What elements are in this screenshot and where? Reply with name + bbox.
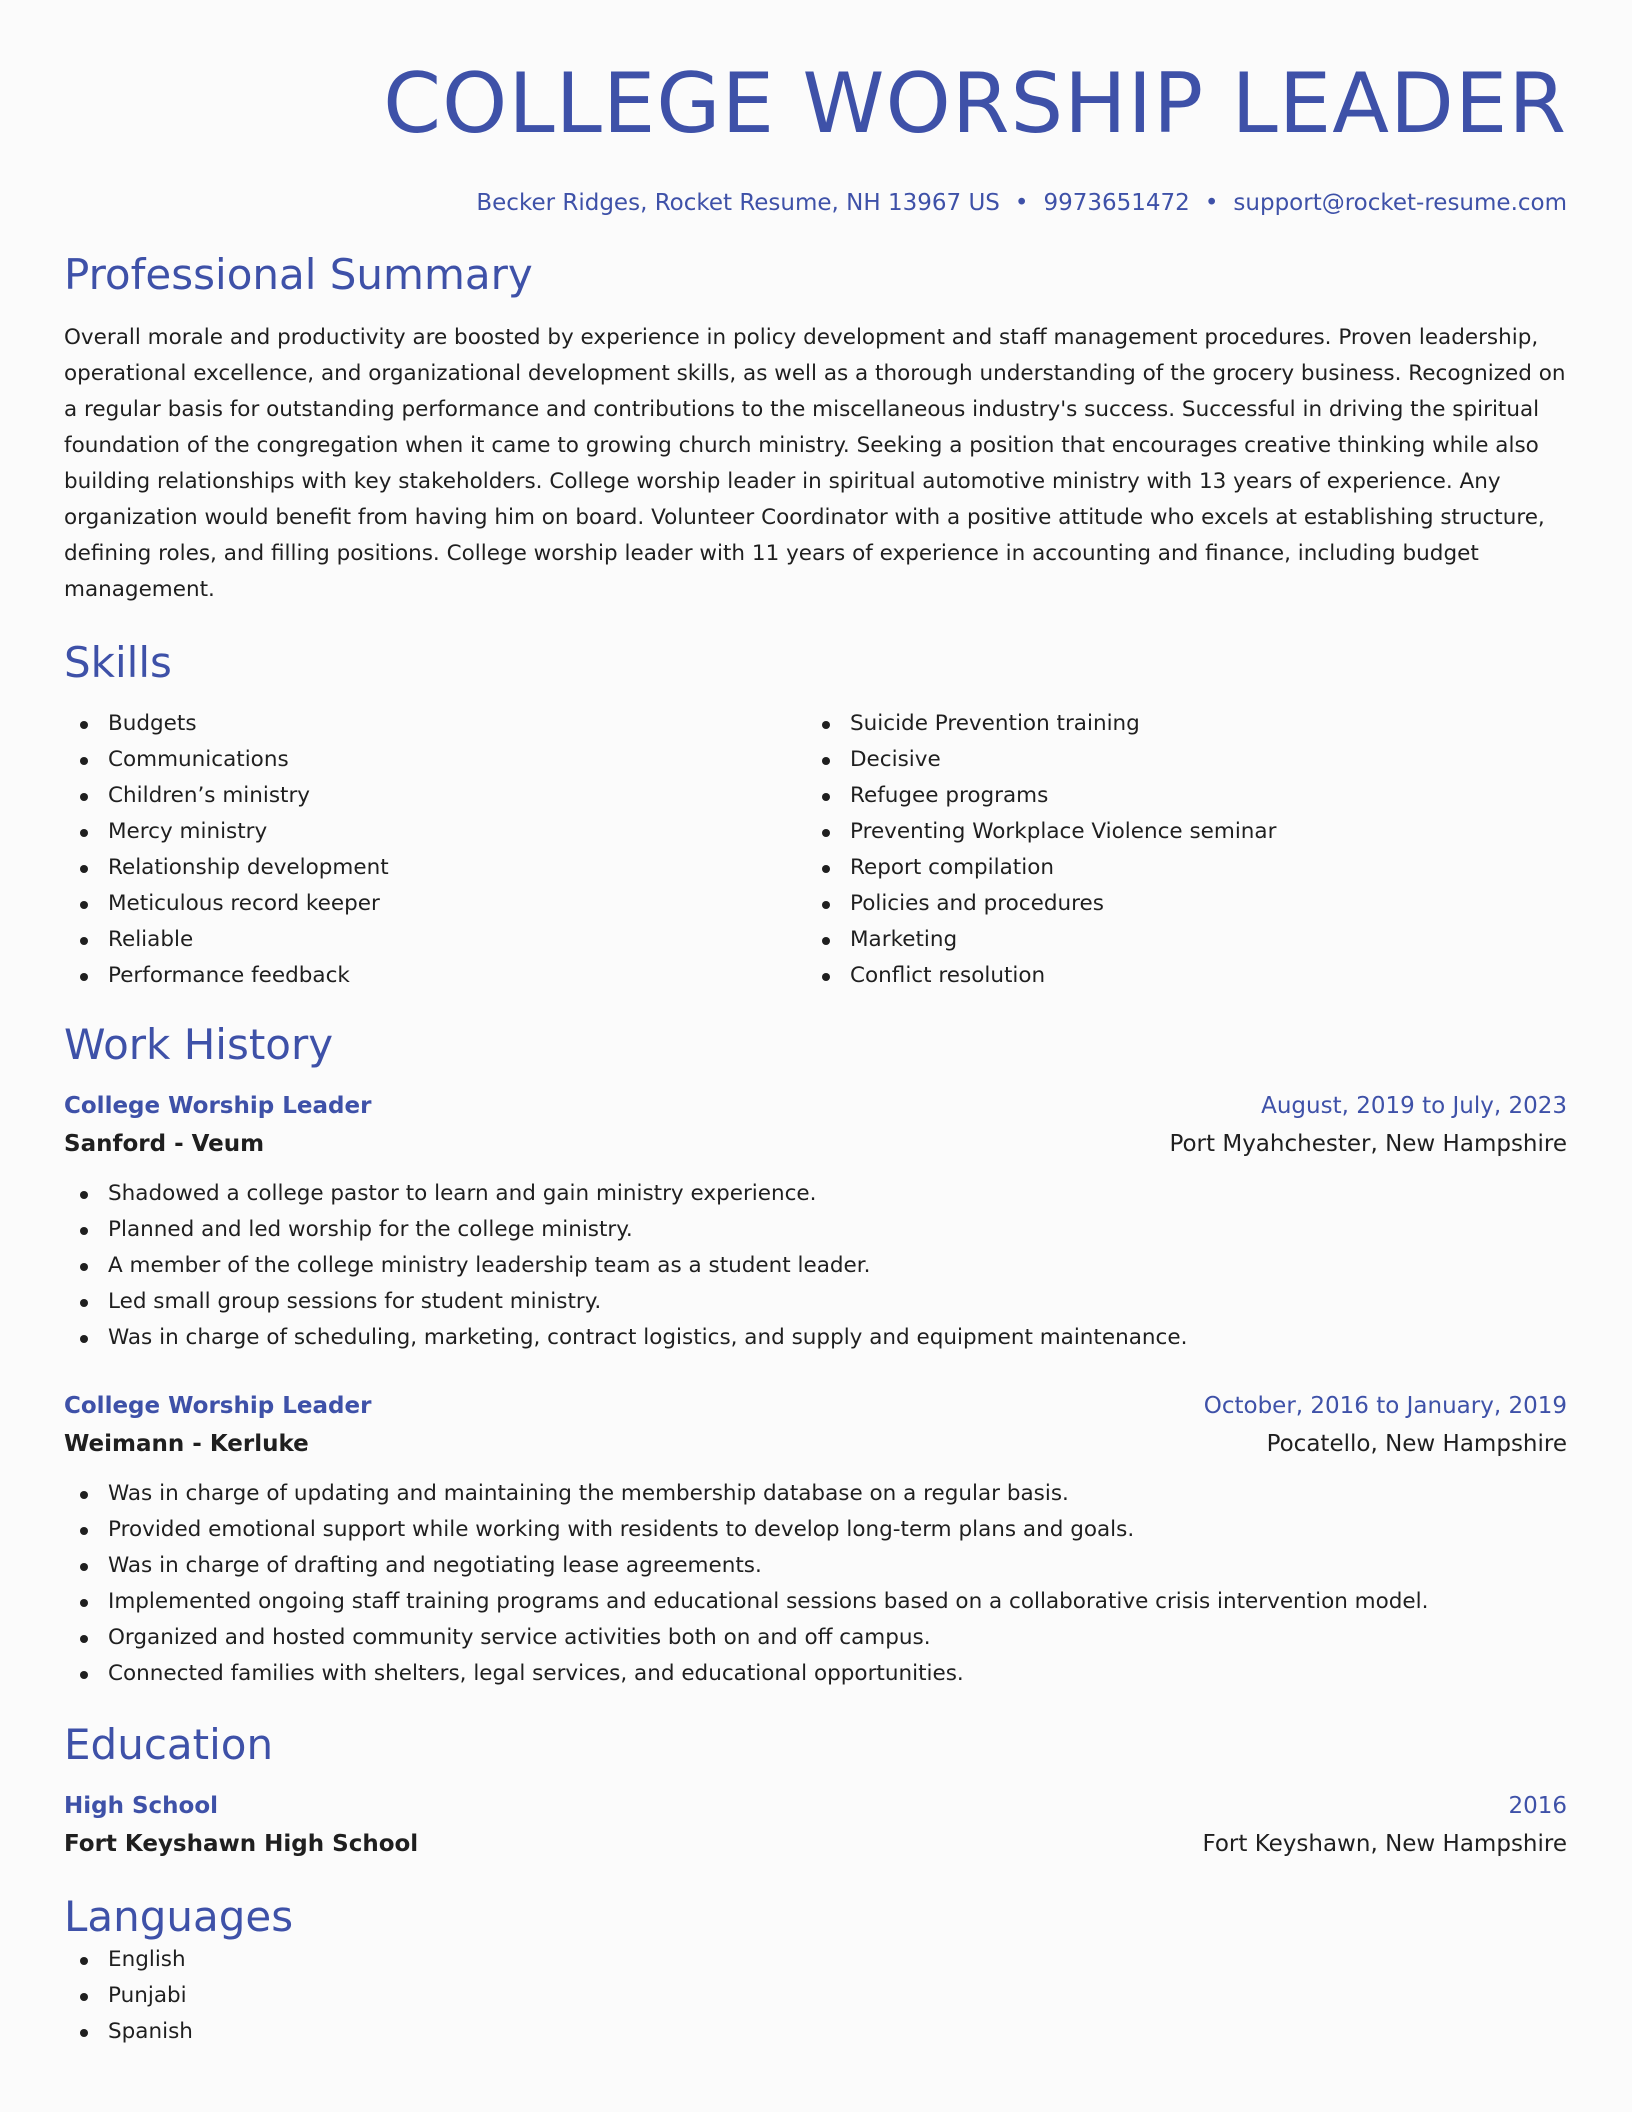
contact-separator: •: [1204, 190, 1219, 216]
skill-item: Report compilation: [806, 850, 1548, 886]
summary-text: Overall morale and productivity are boosted by experience in policy development and staff management procedures. Proven leadership, operational excellence, and organizational development skills, as well as a thorough understanding of the grocery business. Recognized on a regular basis for outstanding performance and contributions to the miscellaneous industry's success. Successful in driving the spiritual foundation of the congregation when it came to growing church ministry. Seeking a position that encourages creative thinking while also building relationships with key stakeholders. College worship leader in spiritual automotive ministry with 13 years of experience. Any organization would benefit from having him on board. Volunteer Coordinator with a positive attitude who excels at establishing structure, defining roles, and filling positions. College worship leader with 11 years of experience in accounting and finance, including budget management.: [64, 325, 1566, 602]
languages-heading: Languages: [64, 1892, 294, 1941]
job-bullet: Connected families with shelters, legal services, and educational opportunities.: [64, 1656, 1567, 1692]
job-bullet: Provided emotional support while working with residents to develop long-term plans and goals.: [64, 1512, 1567, 1548]
contact-phone: 9973651472: [1043, 190, 1190, 216]
skill-item: Marketing: [806, 922, 1548, 958]
education-degree: High School: [64, 1793, 219, 1819]
skills-heading: Skills: [64, 638, 172, 687]
education-year: 2016: [1508, 1793, 1567, 1819]
skills-grid: [64, 706, 1567, 994]
job-company: Weimann - Kerluke: [64, 1431, 309, 1457]
skill-item: Decisive: [806, 742, 1548, 778]
education-entry: [64, 1788, 1567, 1864]
job-header-row: [64, 1088, 1567, 1124]
skill-item: Relationship development: [64, 850, 806, 886]
skill-item: Children’s ministry: [64, 778, 806, 814]
skill-item: Reliable: [64, 922, 806, 958]
skills-list-left: [64, 706, 806, 994]
skill-item: Policies and procedures: [806, 886, 1548, 922]
skill-item: Suicide Prevention training: [806, 706, 1548, 742]
work-history-heading: Work History: [64, 1020, 334, 1069]
job-bullet: Was in charge of scheduling, marketing, contract logistics, and supply and equipment maintenance.: [64, 1320, 1567, 1356]
skill-item: Preventing Workplace Violence seminar: [806, 814, 1548, 850]
job-bullet: A member of the college ministry leadership team as a student leader.: [64, 1248, 1567, 1284]
job-bullet: Implemented ongoing staff training programs and educational sessions based on a collaborative crisis intervention model.: [64, 1584, 1567, 1620]
job-location: Pocatello, New Hampshire: [1266, 1431, 1567, 1457]
job-entry: [64, 1388, 1567, 1692]
job-bullets: [64, 1476, 1567, 1692]
job-bullet: Led small group sessions for student ministry.: [64, 1284, 1567, 1320]
skills-column-right: [806, 706, 1548, 994]
resume-name: COLLEGE WORSHIP LEADER: [383, 55, 1567, 152]
skill-item: Meticulous record keeper: [64, 886, 806, 922]
language-item: English: [64, 1942, 1567, 1978]
job-dates: August, 2019 to July, 2023: [1261, 1093, 1567, 1119]
contact-line: [64, 188, 1567, 218]
skills-column-left: [64, 706, 806, 994]
skill-item: Budgets: [64, 706, 806, 742]
skill-item: Communications: [64, 742, 806, 778]
job-bullet: Planned and led worship for the college ministry.: [64, 1212, 1567, 1248]
education-heading: Education: [64, 1720, 274, 1769]
job-location: Port Myahchester, New Hampshire: [1169, 1131, 1567, 1157]
job-dates: October, 2016 to January, 2019: [1203, 1393, 1567, 1419]
job-company: Sanford - Veum: [64, 1131, 265, 1157]
skill-item: Performance feedback: [64, 958, 806, 994]
job-company-row: [64, 1124, 1567, 1164]
job-bullet: Organized and hosted community service activities both on and off campus.: [64, 1620, 1567, 1656]
language-item: Punjabi: [64, 1978, 1567, 2014]
language-item: Spanish: [64, 2014, 1567, 2050]
contact-separator: •: [1014, 190, 1029, 216]
summary-heading: Professional Summary: [64, 250, 533, 299]
job-bullet: Was in charge of updating and maintaining the membership database on a regular basis.: [64, 1476, 1567, 1512]
resume-page: [64, 0, 1567, 2050]
contact-email[interactable]: support@rocket-resume.com: [1233, 190, 1567, 216]
skills-list-right: [806, 706, 1548, 994]
job-header-row: [64, 1388, 1567, 1424]
skill-item: Mercy ministry: [64, 814, 806, 850]
job-company-row: [64, 1424, 1567, 1464]
education-header-row: [64, 1788, 1567, 1824]
languages-list: [64, 1942, 1567, 2050]
job-bullet: Was in charge of drafting and negotiating lease agreements.: [64, 1548, 1567, 1584]
job-title: College Worship Leader: [64, 1393, 372, 1419]
job-title: College Worship Leader: [64, 1093, 372, 1119]
job-bullet: Shadowed a college pastor to learn and gain ministry experience.: [64, 1176, 1567, 1212]
job-bullets: [64, 1176, 1567, 1356]
skill-item: Refugee programs: [806, 778, 1548, 814]
skill-item: Conflict resolution: [806, 958, 1548, 994]
contact-address: Becker Ridges, Rocket Resume, NH 13967 US: [476, 190, 1000, 216]
education-location: Fort Keyshawn, New Hampshire: [1202, 1831, 1567, 1857]
education-school-row: [64, 1824, 1567, 1864]
education-school: Fort Keyshawn High School: [64, 1831, 419, 1857]
job-entry: [64, 1088, 1567, 1356]
